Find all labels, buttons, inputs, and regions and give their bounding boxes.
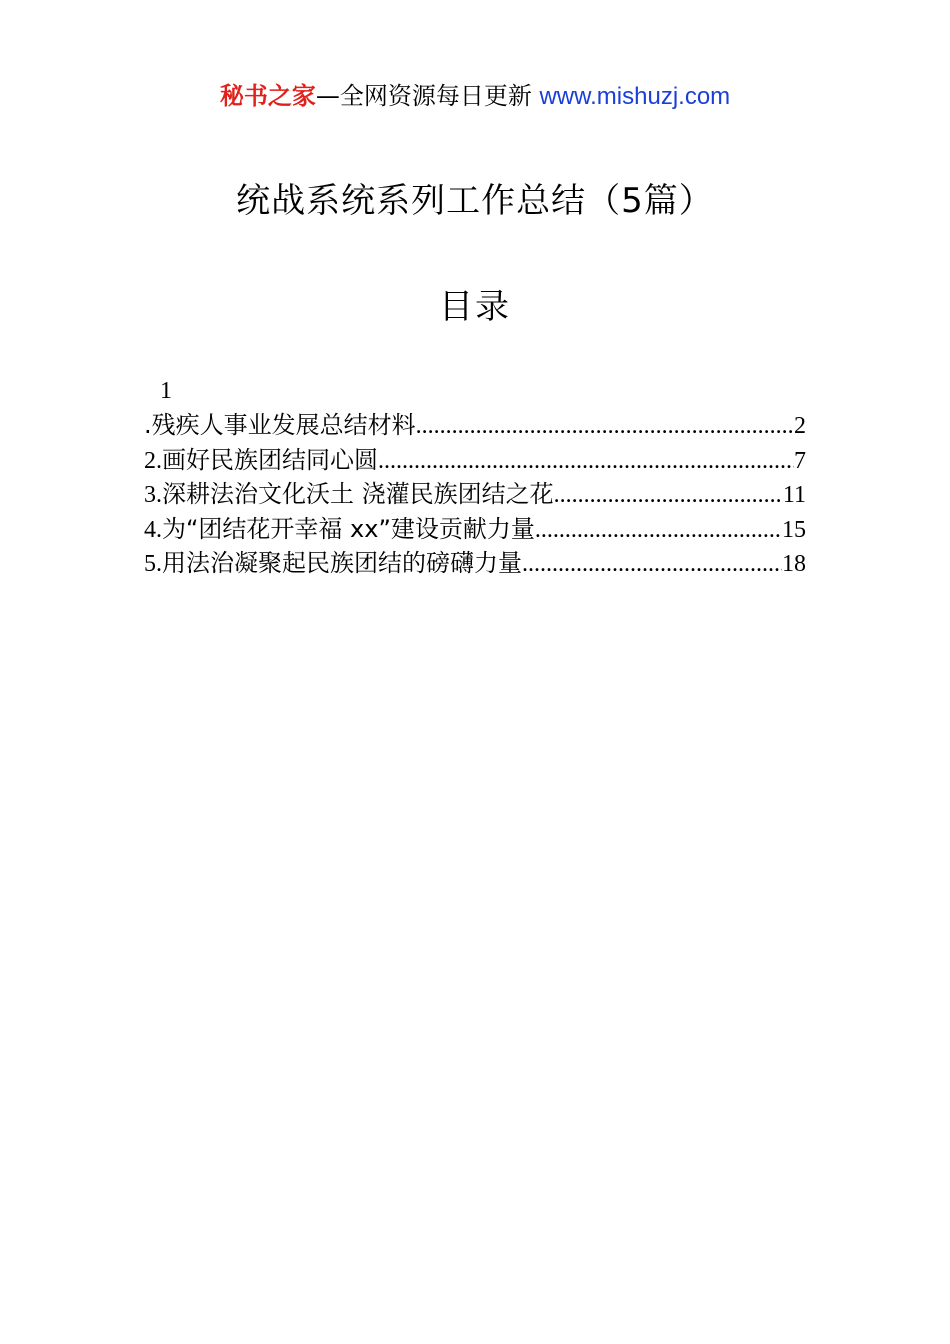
toc-heading: 目录 — [439, 287, 511, 327]
brand-name: 秘书之家 — [219, 82, 316, 110]
toc-page-number: 11 — [782, 482, 806, 508]
toc-dot-leader — [416, 409, 794, 444]
toc-entry-5[interactable] — [144, 546, 806, 581]
toc-dot-leader — [554, 478, 783, 513]
toc-entry-label — [144, 443, 378, 479]
toc-entry-number: 5. — [144, 551, 162, 577]
toc-entry-title: .残疾人事业发展总结材料 — [144, 411, 416, 439]
toc-entry-1[interactable] — [144, 408, 806, 443]
toc-entry-label — [144, 546, 522, 582]
toc-entry-title: 画好民族团结同心圆 — [162, 445, 378, 474]
toc-entry-title: 深耕法治文化沃土 浇灌民族团结之花 — [162, 480, 554, 508]
toc-page-number: 15 — [782, 516, 806, 543]
site-slogan: —全网资源每日更新 — [315, 82, 540, 110]
toc-page-number: 7 — [794, 447, 806, 474]
toc-entry-label — [144, 512, 535, 548]
toc-page-number: 2 — [794, 413, 806, 439]
toc-entry-number: 2. — [144, 447, 162, 474]
toc-page-number: 18 — [782, 551, 806, 577]
toc-entry-4[interactable] — [144, 512, 806, 547]
site-url-link[interactable]: www.mishuzj.com — [539, 83, 731, 110]
toc-entry-number: 4. — [144, 516, 162, 543]
toc-entry-title: 用法治凝聚起民族团结的磅礴力量 — [162, 549, 522, 577]
toc-entry-2[interactable] — [144, 443, 806, 478]
document-title: 统战系统系列工作总结（5篇） — [236, 181, 714, 221]
toc-entry-1-number: 1 — [160, 378, 172, 404]
table-of-contents — [144, 374, 806, 581]
toc-dot-leader — [378, 444, 794, 479]
site-header — [0, 80, 950, 113]
toc-dot-leader — [535, 513, 782, 548]
toc-entry-number: 3. — [144, 482, 162, 508]
toc-entry-3[interactable] — [144, 477, 806, 512]
toc-entry-title: 为“团结花开幸福 xx”建设贡献力量 — [162, 514, 535, 543]
toc-entry-label — [144, 477, 554, 513]
toc-dot-leader — [522, 547, 782, 582]
